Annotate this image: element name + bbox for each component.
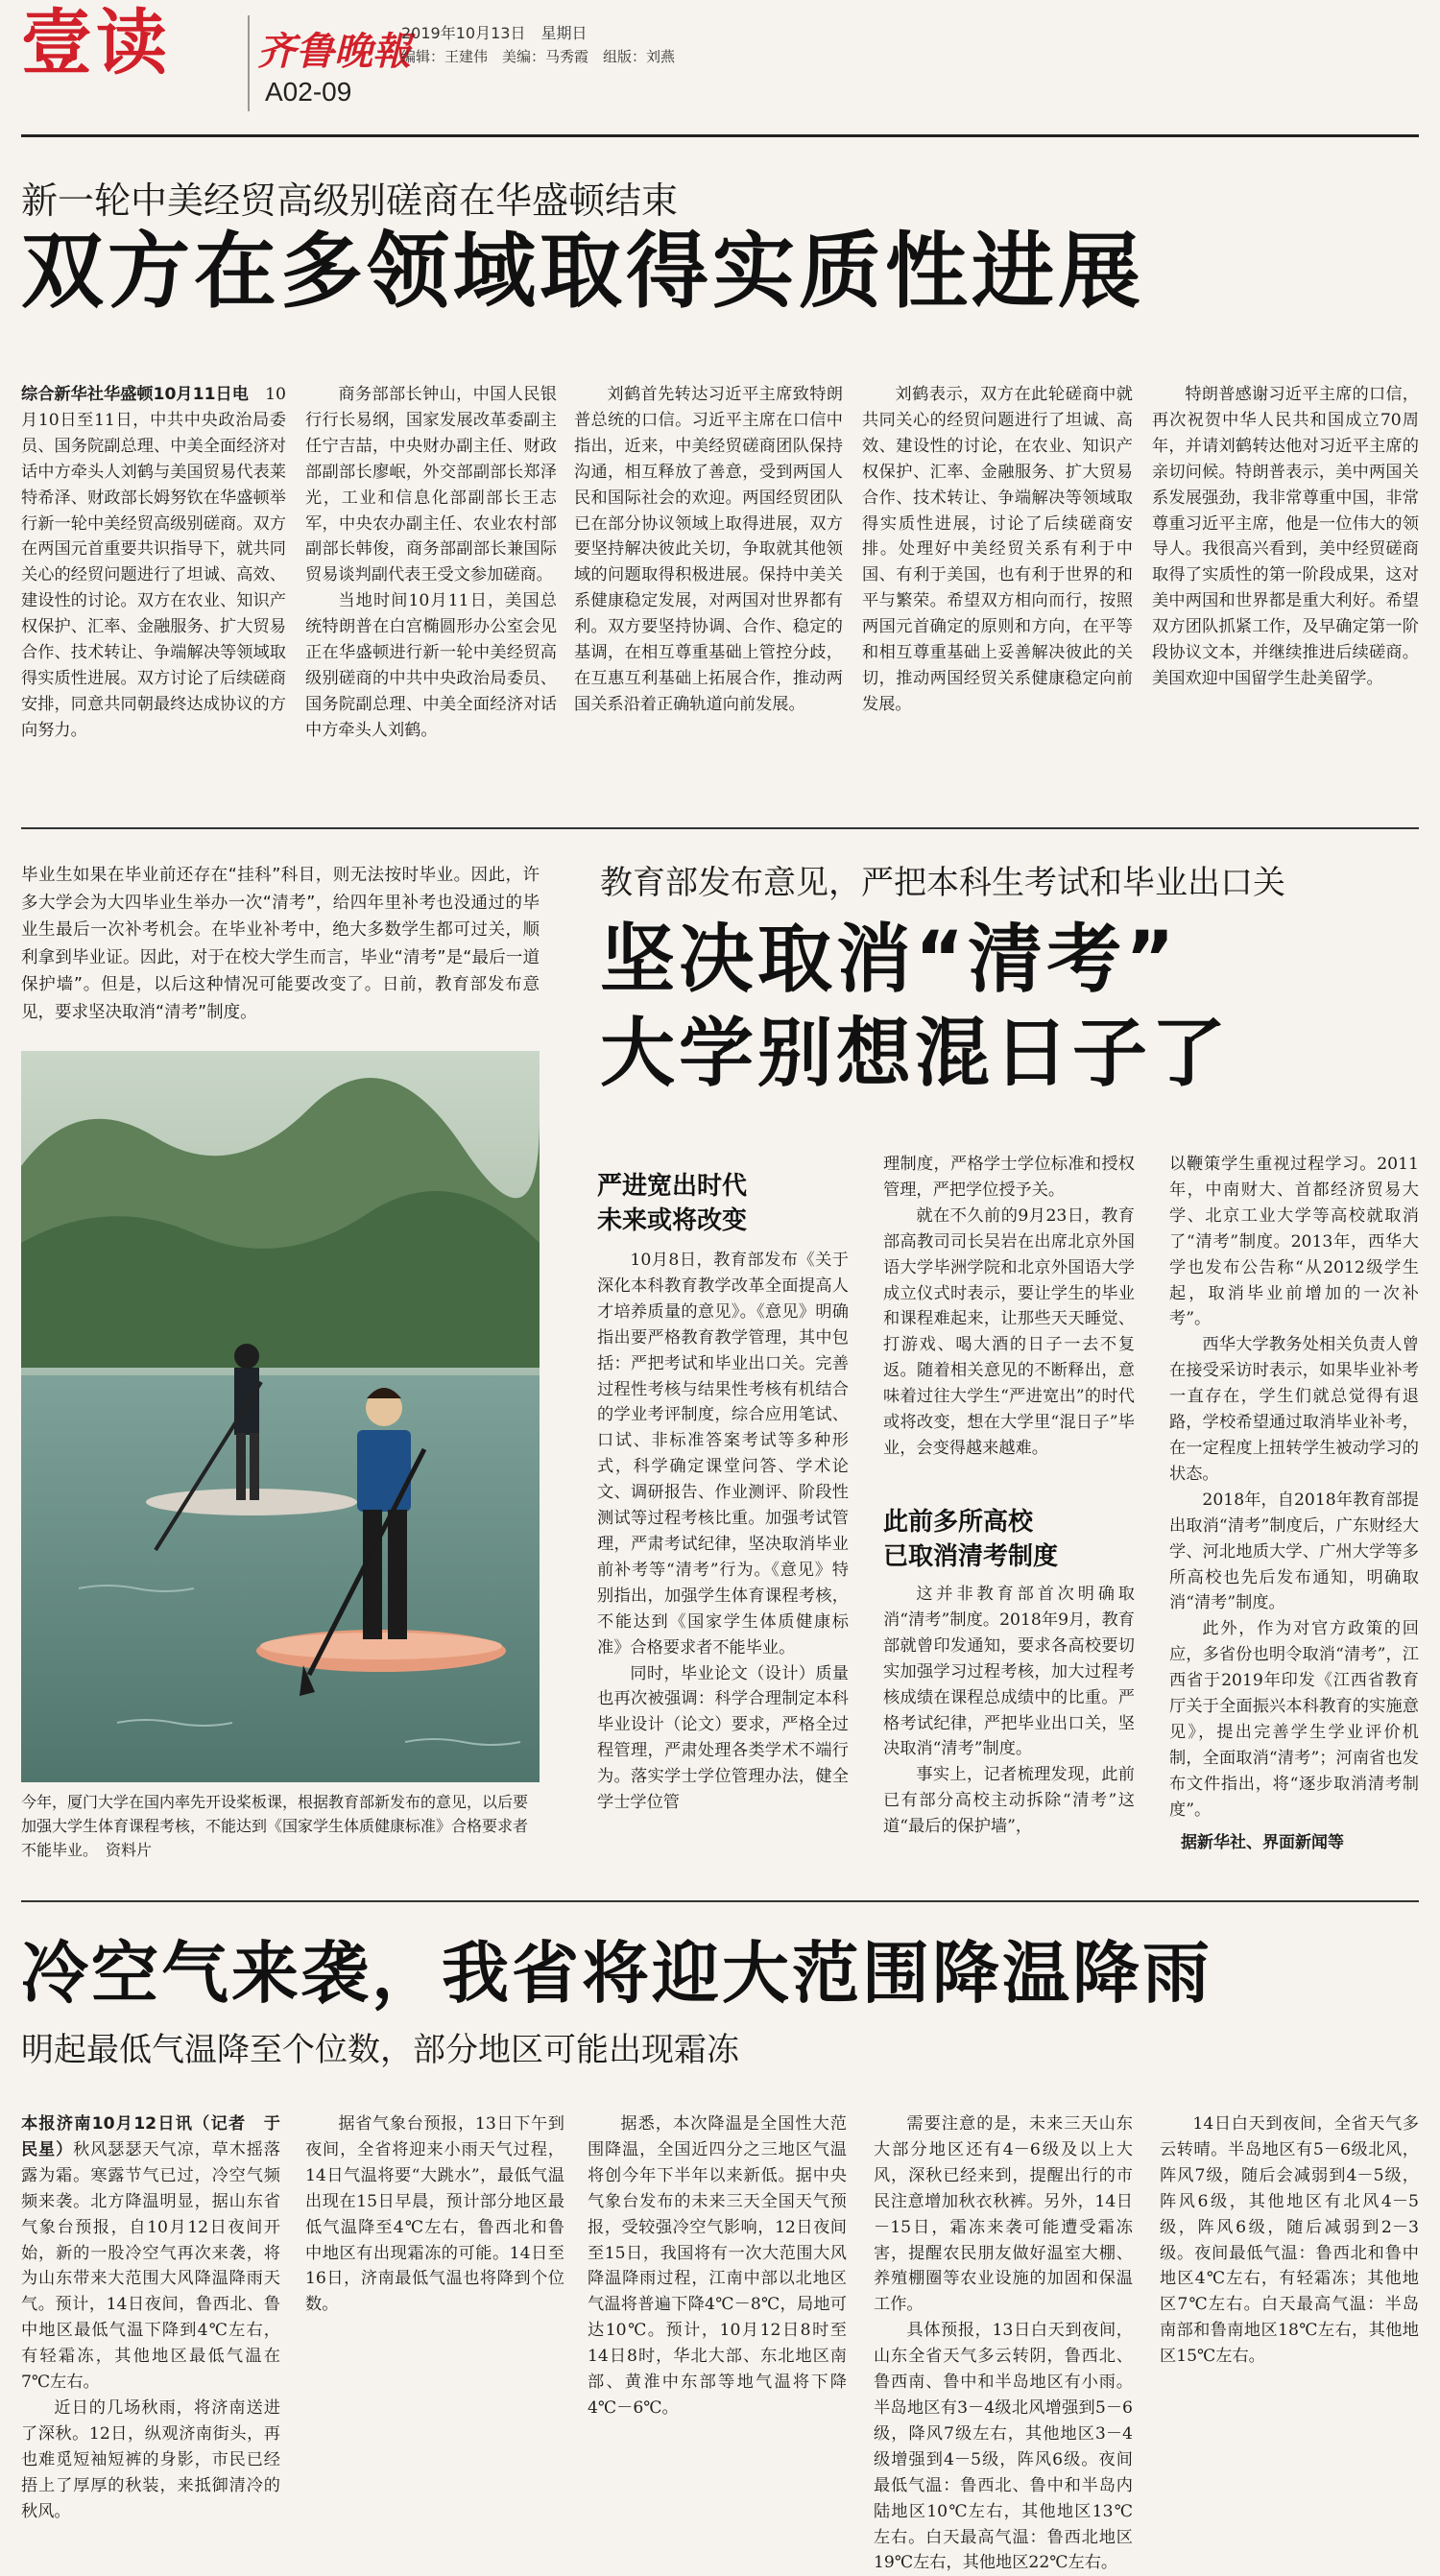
story1-column-4 xyxy=(862,382,1133,718)
editor-credits: 编辑：王建伟 美编：马秀霞 组版：刘燕 xyxy=(401,48,676,65)
story1-paragraph-1: 10月10日至11日，中共中央政治局委员、国务院副总理、中美全面经济对话中方牵头人刘鹤与美国贸易代表莱特希泽、财政部长姆努钦在华盛顿举行新一轮中美经贸高级别磋商。双方在两国元首重要共识指导下，就共同关心的经贸问题进行了坦诚、高效、建设性的讨论。双方在农业、知识产权保护、汇率、金融服务、扩大贸易合作、技术转让、争端解决等领域取得实质性进展。双方讨论了后续磋商安排，同意共同朝最终达成协议的方向努力。 xyxy=(21,385,286,740)
story2-col1-paragraph-1: 10月8日，教育部发布《关于深化本科教育教学改革全面提高人才培养质量的意见》。《意见》明确指出要严格教育教学管理，其中包括：严把考试和毕业出口关。完善过程性考核与结果性考核有机结合的学业考评制度，综合应用笔试、口试、非标准答案考试等多种形式，科学确定课堂问答、学术论文、调研报告、作业测评、阶段性测试等过程考核比重。加强考试管理，严肃考试纪律，坚决取消毕业前补考等“清考”行为。《意见》特别指出，加强学生体育课程考核，不能达到《国家学生体质健康标准》合格要求者不能毕业。 xyxy=(597,1251,849,1658)
page-number: A02-09 xyxy=(265,77,352,107)
story2-column-2 xyxy=(883,1152,1135,1462)
story2-col2-paragraph-1: 理制度，严格学士学位标准和授权管理，严把学位授予关。 xyxy=(883,1155,1135,1200)
story1-column-3 xyxy=(574,382,843,718)
paddleboard-photo xyxy=(21,1051,540,1782)
story2-col2-paragraph-2: 就在不久前的9月23日，教育部高教司司长吴岩在出席北京外国语大学毕洲学院和北京外国语大学成立仪式时表示，要让学生的毕业和课程难起来，让那些天天睡觉、打游戏、喝大酒的日子一去不复返。随着相关意见的不断释出，意味着过往大学生“严进宽出”的时代或将改变，想在大学里“混日子”毕业，会变得越来越难。 xyxy=(883,1205,1135,1458)
story1-bottom-rule xyxy=(21,827,1419,829)
story3-paragraph-7: 14日白天到夜间，全省天气多云转晴。半岛地区有5－6级北风，阵风7级，随后会减弱到4－5级，阵风6级，其他地区有北风4－5级，阵风6级，随后减弱到2－3级。夜间最低气温：鲁西北和鲁中地区4℃左右，有轻霜冻；其他地区7℃左右。白天最高气温：半岛南部和鲁南地区18℃左右，其他地区15℃左右。 xyxy=(1160,2114,1419,2367)
issue-date: 2019年10月13日 星期日 xyxy=(401,24,588,42)
story2-headline-line-2: 大学别想混日子了 xyxy=(600,1011,1231,1097)
story2-column-1 xyxy=(597,1248,849,1816)
story2-subhead-2: 此前多所高校 已取消清考制度 xyxy=(883,1508,1059,1571)
story2-headline-line-1: 坚决取消“清考” xyxy=(600,917,1179,1003)
story2-col3-paragraph-3: 2018年，自2018年教育部提出取消“清考”制度后，广东财经大学、河北地质大学、广州大学等多所高校也先后发布通知，明确取消“清考”制度。 xyxy=(1169,1490,1419,1613)
paddleboard-photo-illustration xyxy=(21,1051,540,1782)
story3-paragraph-4: 据悉，本次降温是全国性大范围降温，全国近四分之三地区气温将创今年下半年以来新低。据中央气象台发布的未来三天全国天气预报，受较强冷空气影响，12日夜间至15日，我国将有一次大范围大风降温降雨过程，江南中部以北地区气温将普遍下降4℃－8℃，局地可达10℃。预计，10月12日8时至14日8时，华北大部、东北地区南部、黄淮中东部等地气温将下降4℃－6℃。 xyxy=(588,2114,847,2418)
story2-column-3 xyxy=(1169,1152,1419,1824)
story3-column-2 xyxy=(305,2111,564,2318)
story3-paragraph-3: 据省气象台预报，13日下午到夜间，全省将迎来小雨天气过程，14日气温将要“大跳水”，最低气温出现在15日早晨，预计部分地区最低气温降至4℃左右，鲁西北和鲁中地区有出现霜冻的可能。14日至16日，济南最低气温也将降到个位数。 xyxy=(305,2114,564,2315)
story1-paragraph-5: 刘鹤表示，双方在此轮磋商中就共同关心的经贸问题进行了坦诚、高效、建设性的讨论，在农业、知识产权保护、汇率、金融服务、扩大贸易合作、技术转让、争端解决等领域取得实质性进展，讨论了后续磋商安排。处理好中美经贸关系有利于中国、有利于美国，也有利于世界的和平与繁荣。希望双方相向而行，按照两国元首确定的原则和方向，在平等和相互尊重基础上妥善解决彼此的关切，推动两国经贸关系健康稳定向前发展。 xyxy=(862,385,1133,714)
newspaper-logo: 齐鲁晚報 xyxy=(257,29,411,74)
story3-paragraph-6: 具体预报，13日白天到夜间，山东全省天气多云转阴，鲁西北、鲁西南、鲁中和半岛地区有小雨。半岛地区有3－4级北风增强到5－6级，降风7级左右，其他地区3－4级增强到4－5级，阵风6级。夜间最低气温：鲁西北、鲁中和半岛内陆地区10℃左右，其他地区13℃左右。白天最高气温：鲁西北地区19℃左右，其他地区22℃左右。 xyxy=(874,2321,1133,2573)
story2-subhead-1: 严进宽出时代 未来或将改变 xyxy=(597,1172,748,1235)
story3-paragraph-1: 秋风瑟瑟天气凉，草木摇落露为霜。寒露节气已过，冷空气频频来袭。北方降温明显，据山东省气象台预报，自10月12日夜间开始，新的一股冷空气再次来袭，将为山东带来大范围大风降温降雨天气。预计，14日夜间，鲁西北、鲁中地区最低气温下降到4℃左右，有轻霜冻，其他地区最低气温在7℃左右。 xyxy=(21,2139,280,2393)
story3-paragraph-5: 需要注意的是，未来三天山东大部分地区还有4－6级及以上大风，深秋已经来到，提醒出行的市民注意增加秋衣秋裤。另外，14日－15日，霜冻来袭可能遭受霜冻害，提醒农民朋友做好温室大棚、养殖棚圈等农业设施的加固和保温工作。 xyxy=(874,2114,1133,2315)
story1-kicker: 新一轮中美经贸高级别磋商在华盛顿结束 xyxy=(21,179,679,222)
story2-lede: 毕业生如果在毕业前还存在“挂科”科目，则无法按时毕业。因此，许多大学会为大四毕业生举办一次“清考”，给四年里补考也没通过的毕业生最后一次补考机会。在毕业补考中，绝大多数学生都可过关，顺利拿到毕业证。因此，对于在校大学生而言，毕业“清考”是“最后一道保护墙”。但是，以后这种情况可能要改变了。日前，教育部发布意见，要求坚决取消“清考”制度。 xyxy=(21,866,540,1022)
masthead-rule xyxy=(21,134,1419,137)
story2-col3-paragraph-4: 此外，作为对官方政策的回应，多省份也明令取消“清考”，江西省于2019年印发《江西省教育厅关于全面振兴本科教育的实施意见》，提出完善学生学业评价机制，全面取消“清考”；河南省也发布文件指出，将“逐步取消清考制度”。 xyxy=(1169,1619,1419,1820)
story1-column-5 xyxy=(1152,382,1419,692)
story1-dateline: 综合新华社华盛顿10月11日电 xyxy=(21,385,249,404)
story1-paragraph-2: 商务部部长钟山，中国人民银行行长易纲，国家发展改革委副主任宁吉喆，中央财办副主任、财政部副部长廖岷，外交部副部长郑泽光，工业和信息化部副部长王志军，中央农办副主任、农业农村部副部长韩俊，商务部副部长兼国际贸易谈判副代表王受文参加磋商。 xyxy=(305,385,557,585)
story2-bottom-rule xyxy=(21,1900,1419,1902)
story2-col3-paragraph-1: 以鞭策学生重视过程学习。2011年，中南财大、首都经济贸易大学、北京工业大学等高校就取消了“清考”制度。2013年，西华大学也发布公告称“从2012级学生起，取消毕业前增加的一次补考”。 xyxy=(1169,1155,1419,1329)
story1-column-2 xyxy=(305,382,557,744)
story3-column-3 xyxy=(588,2111,847,2421)
story3-dateline: 本报济南10月12日讯（记者 于民星） xyxy=(21,2114,280,2159)
story2-col2-paragraph-3: 这并非教育部首次明确取消“清考”制度。2018年9月，教育部就曾印发通知，要求各高校要切实加强学习过程考核，加大过程考核成绩在课程总成绩中的比重。严格考试纪律，严把毕业出口关，坚决取消“清考”制度。 xyxy=(883,1585,1135,1759)
story2-col3-paragraph-2: 西华大学教务处相关负责人曾在接受采访时表示，如果毕业补考一直存在，学生们就总觉得有退路，学校希望通过取消毕业补考，在一定程度上扭转学生被动学习的状态。 xyxy=(1169,1335,1419,1484)
story3-subhead: 明起最低气温降至个位数，部分地区可能出现霜冻 xyxy=(21,2031,739,2069)
story1-column-1 xyxy=(21,382,286,744)
story2-col2-paragraph-4: 事实上，记者梳理发现，此前已有部分高校主动拆除“清考”这道“最后的保护墙”， xyxy=(883,1765,1135,1837)
story1-headline: 双方在多领域取得实质性进展 xyxy=(21,224,1144,320)
masthead-divider xyxy=(248,15,250,111)
story1-paragraph-4: 刘鹤首先转达习近平主席致特朗普总统的口信。习近平主席在口信中指出，近来，中美经贸磋商团队保持沟通，相互释放了善意，受到两国人民和国际社会的欢迎。两国经贸团队已在部分协议领域上取得进展，双方要坚持解决彼此关切，争取就其他领域的问题取得积极进展。保持中美关系健康稳定发展，对两国对世界都有利。双方要坚持协调、合作、稳定的基调，在相互尊重基础上管控分歧，在互惠互利基础上拓展合作，推动两国关系沿着正确轨道向前发展。 xyxy=(574,385,843,714)
story2-source-credit: 据新华社、界面新闻等 xyxy=(1181,1833,1344,1852)
story2-column-2b xyxy=(883,1582,1135,1840)
photo-caption: 今年，厦门大学在国内率先开设桨板课，根据教育部新发布的意见，以后要加强大学生体育课程考核，不能达到《国家学生体质健康标准》合格要求者不能毕业。 资料片 xyxy=(21,1793,529,1859)
section-title: 壹读 xyxy=(21,2,171,84)
story3-column-5 xyxy=(1160,2111,1419,2370)
story2-col1-paragraph-2: 同时，毕业论文（设计）质量也再次被强调：科学合理制定本科毕业设计（论文）要求，严格全过程管理，严肃处理各类学术不端行为。落实学士学位管理办法，健全学士学位管 xyxy=(597,1663,849,1813)
story1-paragraph-6: 特朗普感谢习近平主席的口信，再次祝贺中华人民共和国成立70周年，并请刘鹤转达他对习近平主席的亲切问候。特朗普表示，美中两国关系发展强劲，我非常尊重中国，非常尊重习近平主席，他是一位伟大的领导人。我很高兴看到，美中经贸磋商取得了实质性的第一阶段成果，这对美中两国和世界都是重大利好。希望双方团队抓紧工作，及早确定第一阶段协议文本，并继续推进后续磋商。美国欢迎中国留学生赴美留学。 xyxy=(1152,385,1419,688)
story1-paragraph-3: 当地时间10月11日，美国总统特朗普在白宫椭圆形办公室会见正在华盛顿进行新一轮中美经贸高级别磋商的中共中央政治局委员、国务院副总理、中美全面经济对话中方牵头人刘鹤。 xyxy=(305,591,557,740)
story3-headline: 冷空气来袭，我省将迎大范围降温降雨 xyxy=(21,1934,1212,2013)
story3-column-4 xyxy=(874,2111,1133,2576)
story3-column-1 xyxy=(21,2111,280,2525)
story2-kicker: 教育部发布意见，严把本科生考试和毕业出口关 xyxy=(600,864,1285,902)
story3-paragraph-2: 近日的几场秋雨，将济南送进了深秋。12日，纵观济南街头，再也难觅短袖短裤的身影，市民已经捂上了厚厚的秋装，来抵御清冷的秋风。 xyxy=(21,2397,280,2521)
